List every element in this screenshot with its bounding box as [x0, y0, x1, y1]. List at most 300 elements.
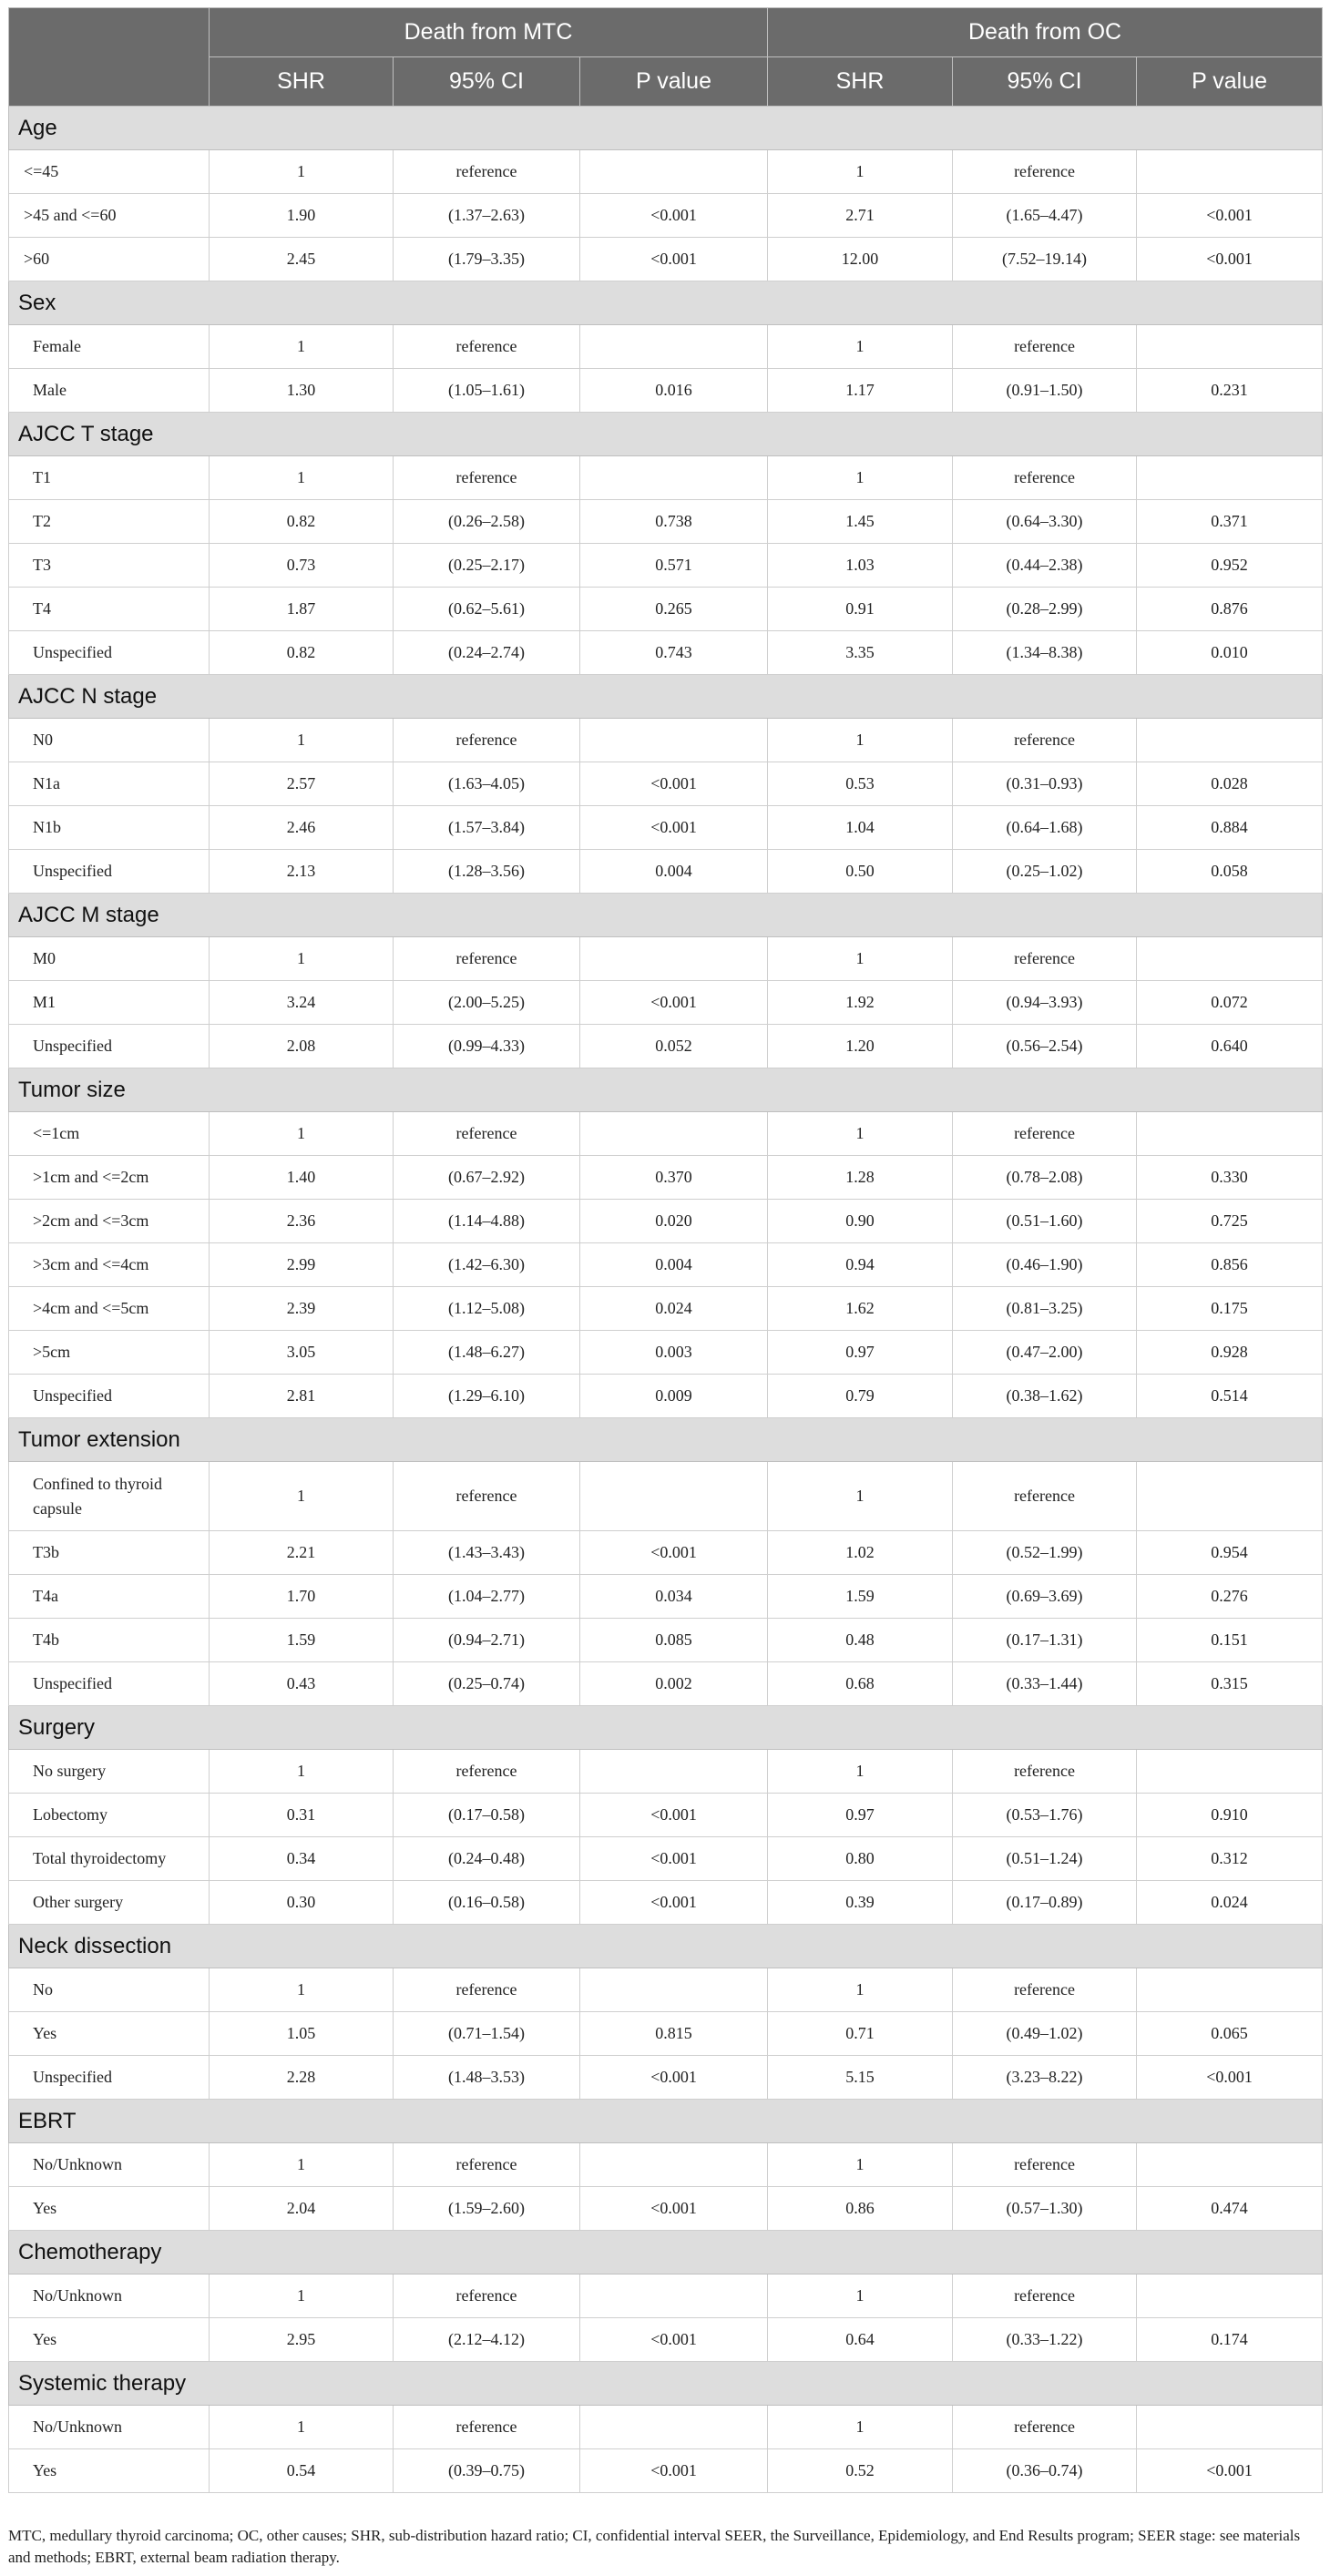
- cell-p-oc: 0.910: [1137, 1794, 1323, 1837]
- row-label: Male: [9, 369, 210, 413]
- table-row: [9, 850, 1323, 894]
- cell-ci-mtc: (0.99–4.33): [394, 1025, 580, 1068]
- cell-ci-mtc: (0.25–0.74): [394, 1662, 580, 1706]
- cell-ci-oc: reference: [953, 719, 1137, 762]
- cell-shr-oc: 1: [768, 1462, 953, 1531]
- cell-p-oc: [1137, 1968, 1323, 2012]
- table-row: [9, 369, 1323, 413]
- row-label: M1: [9, 981, 210, 1025]
- cell-p-oc: 0.174: [1137, 2318, 1323, 2362]
- cell-ci-oc: (0.33–1.22): [953, 2318, 1137, 2362]
- cell-ci-mtc: (1.48–6.27): [394, 1331, 580, 1375]
- cell-ci-mtc: reference: [394, 2143, 580, 2187]
- cell-shr-mtc: 2.81: [210, 1375, 394, 1418]
- cell-p-mtc: [580, 719, 768, 762]
- cell-p-oc: 0.884: [1137, 806, 1323, 850]
- table-row: [9, 1881, 1323, 1925]
- cell-p-mtc: 0.052: [580, 1025, 768, 1068]
- cell-ci-oc: (0.38–1.62): [953, 1375, 1137, 1418]
- row-label: Unspecified: [9, 631, 210, 675]
- cell-shr-oc: 12.00: [768, 238, 953, 281]
- cell-shr-oc: 5.15: [768, 2056, 953, 2100]
- cell-shr-mtc: 1: [210, 456, 394, 500]
- row-label: T3: [9, 544, 210, 588]
- section-header-row: [9, 281, 1323, 325]
- table-row: [9, 2274, 1323, 2318]
- cell-ci-oc: (0.57–1.30): [953, 2187, 1137, 2231]
- cell-shr-oc: 0.48: [768, 1619, 953, 1662]
- cell-ci-oc: (0.52–1.99): [953, 1531, 1137, 1575]
- cell-p-mtc: 0.003: [580, 1331, 768, 1375]
- cell-ci-oc: (0.94–3.93): [953, 981, 1137, 1025]
- cell-shr-oc: 1: [768, 1968, 953, 2012]
- row-label: >45 and <=60: [9, 194, 210, 238]
- cell-ci-oc: (0.31–0.93): [953, 762, 1137, 806]
- table-row: [9, 588, 1323, 631]
- cell-ci-mtc: (0.71–1.54): [394, 2012, 580, 2056]
- cell-p-mtc: [580, 456, 768, 500]
- table-row: [9, 194, 1323, 238]
- section-title: Neck dissection: [9, 1925, 1323, 1968]
- section-title: AJCC T stage: [9, 413, 1323, 456]
- table-row: [9, 1968, 1323, 2012]
- cell-ci-mtc: (1.28–3.56): [394, 850, 580, 894]
- cell-ci-mtc: reference: [394, 2406, 580, 2449]
- cell-shr-mtc: 1.05: [210, 2012, 394, 2056]
- cell-p-oc: 0.028: [1137, 762, 1323, 806]
- cell-shr-mtc: 1.40: [210, 1156, 394, 1200]
- cell-shr-mtc: 0.30: [210, 1881, 394, 1925]
- column-header-shr-oc: SHR: [768, 57, 953, 107]
- cell-ci-mtc: (0.26–2.58): [394, 500, 580, 544]
- shr-table: [8, 7, 1323, 2493]
- cell-p-oc: [1137, 1750, 1323, 1794]
- cell-ci-mtc: (1.59–2.60): [394, 2187, 580, 2231]
- table-row: [9, 1462, 1323, 1531]
- cell-ci-mtc: (0.67–2.92): [394, 1156, 580, 1200]
- cell-shr-mtc: 2.28: [210, 2056, 394, 2100]
- cell-shr-mtc: 2.08: [210, 1025, 394, 1068]
- cell-ci-oc: (0.33–1.44): [953, 1662, 1137, 1706]
- cell-shr-oc: 1: [768, 2143, 953, 2187]
- row-label: T3b: [9, 1531, 210, 1575]
- cell-shr-oc: 1.03: [768, 544, 953, 588]
- row-label: No: [9, 1968, 210, 2012]
- group-header-mtc: Death from MTC: [210, 8, 768, 57]
- cell-ci-oc: (0.47–2.00): [953, 1331, 1137, 1375]
- cell-ci-oc: (0.81–3.25): [953, 1287, 1137, 1331]
- section-title: EBRT: [9, 2100, 1323, 2143]
- column-header-p-oc: P value: [1137, 57, 1323, 107]
- section-title: AJCC N stage: [9, 675, 1323, 719]
- cell-shr-mtc: 1: [210, 1112, 394, 1156]
- cell-p-oc: 0.065: [1137, 2012, 1323, 2056]
- cell-ci-oc: reference: [953, 937, 1137, 981]
- row-label: T4: [9, 588, 210, 631]
- cell-p-mtc: 0.265: [580, 588, 768, 631]
- cell-p-mtc: 0.016: [580, 369, 768, 413]
- table-row: [9, 1331, 1323, 1375]
- cell-ci-oc: reference: [953, 1750, 1137, 1794]
- cell-shr-oc: 1: [768, 2274, 953, 2318]
- cell-ci-oc: (0.64–3.30): [953, 500, 1137, 544]
- cell-shr-mtc: 0.43: [210, 1662, 394, 1706]
- section-header-row: [9, 1706, 1323, 1750]
- cell-ci-mtc: (1.43–3.43): [394, 1531, 580, 1575]
- table-row: [9, 2012, 1323, 2056]
- cell-p-mtc: [580, 937, 768, 981]
- cell-ci-mtc: reference: [394, 1112, 580, 1156]
- row-label: Unspecified: [9, 1375, 210, 1418]
- cell-shr-oc: 0.52: [768, 2449, 953, 2493]
- cell-shr-oc: 1: [768, 719, 953, 762]
- table-row: [9, 937, 1323, 981]
- cell-ci-oc: (1.34–8.38): [953, 631, 1137, 675]
- cell-shr-mtc: 1.90: [210, 194, 394, 238]
- row-label: Unspecified: [9, 850, 210, 894]
- row-label: Yes: [9, 2318, 210, 2362]
- cell-p-oc: [1137, 1462, 1323, 1531]
- cell-ci-mtc: (1.57–3.84): [394, 806, 580, 850]
- cell-shr-oc: 3.35: [768, 631, 953, 675]
- table-row: [9, 1837, 1323, 1881]
- cell-shr-oc: 0.90: [768, 1200, 953, 1243]
- cell-p-mtc: 0.034: [580, 1575, 768, 1619]
- cell-p-mtc: <0.001: [580, 1794, 768, 1837]
- cell-shr-oc: 0.80: [768, 1837, 953, 1881]
- cell-p-oc: 0.231: [1137, 369, 1323, 413]
- cell-shr-oc: 1.59: [768, 1575, 953, 1619]
- cell-shr-oc: 0.79: [768, 1375, 953, 1418]
- section-title: Age: [9, 107, 1323, 150]
- cell-shr-mtc: 2.39: [210, 1287, 394, 1331]
- cell-p-oc: 0.474: [1137, 2187, 1323, 2231]
- row-label: M0: [9, 937, 210, 981]
- cell-p-mtc: <0.001: [580, 194, 768, 238]
- cell-p-mtc: 0.370: [580, 1156, 768, 1200]
- cell-shr-oc: 1.62: [768, 1287, 953, 1331]
- results-table-container: [8, 7, 1322, 2493]
- cell-p-mtc: [580, 2274, 768, 2318]
- cell-p-oc: <0.001: [1137, 194, 1323, 238]
- section-title: Sex: [9, 281, 1323, 325]
- cell-ci-mtc: reference: [394, 1968, 580, 2012]
- cell-ci-mtc: reference: [394, 2274, 580, 2318]
- cell-ci-mtc: (0.24–0.48): [394, 1837, 580, 1881]
- cell-shr-oc: 1: [768, 937, 953, 981]
- row-label: Unspecified: [9, 1025, 210, 1068]
- cell-shr-oc: 1: [768, 150, 953, 194]
- cell-ci-mtc: (1.37–2.63): [394, 194, 580, 238]
- cell-ci-oc: (0.44–2.38): [953, 544, 1137, 588]
- table-row: [9, 238, 1323, 281]
- row-label: >2cm and <=3cm: [9, 1200, 210, 1243]
- cell-ci-oc: (7.52–19.14): [953, 238, 1137, 281]
- row-label: <=45: [9, 150, 210, 194]
- cell-shr-mtc: 1.70: [210, 1575, 394, 1619]
- cell-p-oc: 0.330: [1137, 1156, 1323, 1200]
- cell-ci-oc: (0.17–1.31): [953, 1619, 1137, 1662]
- cell-shr-oc: 0.64: [768, 2318, 953, 2362]
- row-label: >60: [9, 238, 210, 281]
- cell-p-oc: 0.856: [1137, 1243, 1323, 1287]
- cell-p-mtc: [580, 1112, 768, 1156]
- cell-ci-oc: (0.17–0.89): [953, 1881, 1137, 1925]
- cell-shr-mtc: 0.82: [210, 500, 394, 544]
- cell-ci-oc: (0.28–2.99): [953, 588, 1137, 631]
- table-row: [9, 762, 1323, 806]
- row-label: N1b: [9, 806, 210, 850]
- table-row: [9, 719, 1323, 762]
- cell-p-mtc: <0.001: [580, 1881, 768, 1925]
- cell-p-oc: 0.876: [1137, 588, 1323, 631]
- column-header-shr-mtc: SHR: [210, 57, 394, 107]
- cell-p-oc: 0.175: [1137, 1287, 1323, 1331]
- cell-shr-mtc: 2.57: [210, 762, 394, 806]
- cell-shr-mtc: 1: [210, 1462, 394, 1531]
- table-row: [9, 2056, 1323, 2100]
- cell-ci-mtc: (0.16–0.58): [394, 1881, 580, 1925]
- cell-p-mtc: 0.009: [580, 1375, 768, 1418]
- cell-shr-oc: 1: [768, 1750, 953, 1794]
- cell-p-oc: [1137, 2274, 1323, 2318]
- cell-p-oc: [1137, 719, 1323, 762]
- section-header-row: [9, 107, 1323, 150]
- cell-shr-oc: 1.20: [768, 1025, 953, 1068]
- cell-shr-mtc: 1: [210, 150, 394, 194]
- table-row: [9, 1794, 1323, 1837]
- section-header-row: [9, 1418, 1323, 1462]
- row-label: T4a: [9, 1575, 210, 1619]
- table-row: [9, 1200, 1323, 1243]
- cell-p-oc: 0.072: [1137, 981, 1323, 1025]
- cell-ci-mtc: (0.24–2.74): [394, 631, 580, 675]
- table-row: [9, 1025, 1323, 1068]
- row-label: T1: [9, 456, 210, 500]
- cell-ci-mtc: reference: [394, 325, 580, 369]
- cell-ci-mtc: (0.39–0.75): [394, 2449, 580, 2493]
- column-header-p-mtc: P value: [580, 57, 768, 107]
- table-row: [9, 456, 1323, 500]
- cell-ci-oc: (0.36–0.74): [953, 2449, 1137, 2493]
- cell-p-mtc: <0.001: [580, 762, 768, 806]
- cell-p-mtc: 0.085: [580, 1619, 768, 1662]
- cell-ci-mtc: (0.25–2.17): [394, 544, 580, 588]
- cell-ci-oc: reference: [953, 150, 1137, 194]
- cell-shr-oc: 1: [768, 2406, 953, 2449]
- table-footnote: MTC, medullary thyroid carcinoma; OC, other causes; SHR, sub-distribution hazard ratio; CI, confidential interval SEER, the Surveillance, Epidemiology, and End Results program; SEER stage: see materials and methods; EBRT, external beam radiation therapy.: [8, 2527, 1301, 2566]
- section-header-row: [9, 675, 1323, 719]
- table-row: [9, 1287, 1323, 1331]
- cell-p-oc: <0.001: [1137, 2056, 1323, 2100]
- cell-ci-oc: (0.78–2.08): [953, 1156, 1137, 1200]
- cell-shr-oc: 0.91: [768, 588, 953, 631]
- cell-ci-mtc: reference: [394, 150, 580, 194]
- cell-ci-oc: reference: [953, 1968, 1137, 2012]
- cell-shr-mtc: 1: [210, 2143, 394, 2187]
- cell-ci-mtc: (1.12–5.08): [394, 1287, 580, 1331]
- cell-shr-mtc: 2.95: [210, 2318, 394, 2362]
- cell-ci-mtc: reference: [394, 719, 580, 762]
- cell-ci-oc: (1.65–4.47): [953, 194, 1137, 238]
- cell-shr-mtc: 1.87: [210, 588, 394, 631]
- table-row: [9, 1243, 1323, 1287]
- cell-p-mtc: [580, 1462, 768, 1531]
- row-label: Yes: [9, 2012, 210, 2056]
- cell-ci-oc: reference: [953, 2143, 1137, 2187]
- cell-shr-mtc: 0.82: [210, 631, 394, 675]
- cell-p-oc: [1137, 2143, 1323, 2187]
- row-label: >4cm and <=5cm: [9, 1287, 210, 1331]
- cell-p-mtc: <0.001: [580, 2318, 768, 2362]
- cell-shr-mtc: 0.31: [210, 1794, 394, 1837]
- cell-p-mtc: 0.571: [580, 544, 768, 588]
- cell-p-mtc: <0.001: [580, 2056, 768, 2100]
- cell-ci-mtc: (2.12–4.12): [394, 2318, 580, 2362]
- row-label: No/Unknown: [9, 2143, 210, 2187]
- table-row: [9, 981, 1323, 1025]
- row-label: Female: [9, 325, 210, 369]
- table-row: [9, 1750, 1323, 1794]
- row-label: Total thyroidectomy: [9, 1837, 210, 1881]
- table-row: [9, 1619, 1323, 1662]
- cell-shr-oc: 1.04: [768, 806, 953, 850]
- section-header-row: [9, 894, 1323, 937]
- cell-p-mtc: <0.001: [580, 806, 768, 850]
- cell-p-mtc: <0.001: [580, 2187, 768, 2231]
- cell-p-mtc: [580, 325, 768, 369]
- cell-p-mtc: [580, 2143, 768, 2187]
- cell-ci-mtc: reference: [394, 456, 580, 500]
- cell-shr-mtc: 1: [210, 1968, 394, 2012]
- table-row: [9, 806, 1323, 850]
- cell-p-oc: [1137, 150, 1323, 194]
- cell-ci-mtc: (1.14–4.88): [394, 1200, 580, 1243]
- cell-ci-mtc: (1.79–3.35): [394, 238, 580, 281]
- cell-ci-oc: reference: [953, 456, 1137, 500]
- cell-shr-mtc: 1.30: [210, 369, 394, 413]
- cell-p-oc: 0.640: [1137, 1025, 1323, 1068]
- cell-ci-mtc: (1.48–3.53): [394, 2056, 580, 2100]
- cell-p-oc: 0.010: [1137, 631, 1323, 675]
- row-label: >5cm: [9, 1331, 210, 1375]
- cell-shr-oc: 1.02: [768, 1531, 953, 1575]
- cell-shr-oc: 0.71: [768, 2012, 953, 2056]
- row-label: <=1cm: [9, 1112, 210, 1156]
- cell-p-mtc: 0.004: [580, 1243, 768, 1287]
- row-label: >1cm and <=2cm: [9, 1156, 210, 1200]
- cell-p-oc: [1137, 325, 1323, 369]
- row-label: Yes: [9, 2187, 210, 2231]
- table-row: [9, 1375, 1323, 1418]
- cell-shr-mtc: 2.45: [210, 238, 394, 281]
- cell-shr-mtc: 0.34: [210, 1837, 394, 1881]
- cell-ci-mtc: (1.05–1.61): [394, 369, 580, 413]
- row-label: No surgery: [9, 1750, 210, 1794]
- table-row: [9, 1575, 1323, 1619]
- cell-ci-oc: reference: [953, 2406, 1137, 2449]
- cell-ci-oc: reference: [953, 2274, 1137, 2318]
- row-label: No/Unknown: [9, 2274, 210, 2318]
- cell-p-mtc: <0.001: [580, 1531, 768, 1575]
- cell-ci-oc: (0.46–1.90): [953, 1243, 1137, 1287]
- cell-p-oc: [1137, 937, 1323, 981]
- group-header-row: [9, 8, 1323, 57]
- cell-p-mtc: <0.001: [580, 238, 768, 281]
- cell-p-oc: 0.514: [1137, 1375, 1323, 1418]
- row-label: Other surgery: [9, 1881, 210, 1925]
- cell-p-mtc: [580, 1750, 768, 1794]
- cell-ci-oc: (0.64–1.68): [953, 806, 1137, 850]
- cell-shr-mtc: 2.36: [210, 1200, 394, 1243]
- cell-p-mtc: 0.004: [580, 850, 768, 894]
- cell-p-mtc: 0.024: [580, 1287, 768, 1331]
- cell-shr-mtc: 1: [210, 2406, 394, 2449]
- cell-ci-oc: (0.51–1.60): [953, 1200, 1137, 1243]
- cell-ci-mtc: reference: [394, 1750, 580, 1794]
- table-row: [9, 150, 1323, 194]
- cell-shr-mtc: 3.24: [210, 981, 394, 1025]
- column-header-ci-oc: 95% CI: [953, 57, 1137, 107]
- cell-ci-oc: (0.49–1.02): [953, 2012, 1137, 2056]
- cell-ci-mtc: (0.94–2.71): [394, 1619, 580, 1662]
- cell-p-mtc: 0.743: [580, 631, 768, 675]
- row-label: T4b: [9, 1619, 210, 1662]
- cell-shr-oc: 1: [768, 456, 953, 500]
- cell-shr-mtc: 1: [210, 325, 394, 369]
- section-title: Tumor size: [9, 1068, 1323, 1112]
- section-header-row: [9, 1925, 1323, 1968]
- cell-p-oc: 0.058: [1137, 850, 1323, 894]
- cell-p-mtc: <0.001: [580, 2449, 768, 2493]
- cell-shr-mtc: 2.21: [210, 1531, 394, 1575]
- cell-shr-mtc: 2.04: [210, 2187, 394, 2231]
- cell-shr-oc: 0.53: [768, 762, 953, 806]
- cell-shr-oc: 0.68: [768, 1662, 953, 1706]
- cell-ci-oc: reference: [953, 325, 1137, 369]
- cell-p-mtc: <0.001: [580, 981, 768, 1025]
- row-label: T2: [9, 500, 210, 544]
- cell-ci-mtc: (1.42–6.30): [394, 1243, 580, 1287]
- section-header-row: [9, 2231, 1323, 2274]
- cell-p-mtc: [580, 1968, 768, 2012]
- row-label: No/Unknown: [9, 2406, 210, 2449]
- cell-ci-mtc: (1.04–2.77): [394, 1575, 580, 1619]
- cell-shr-oc: 1: [768, 325, 953, 369]
- table-row: [9, 1531, 1323, 1575]
- table-row: [9, 2143, 1323, 2187]
- cell-shr-oc: 1.45: [768, 500, 953, 544]
- cell-ci-oc: reference: [953, 1112, 1137, 1156]
- cell-p-mtc: 0.738: [580, 500, 768, 544]
- column-header-ci-mtc: 95% CI: [394, 57, 580, 107]
- cell-ci-mtc: reference: [394, 1462, 580, 1531]
- cell-p-oc: <0.001: [1137, 238, 1323, 281]
- cell-p-mtc: 0.002: [580, 1662, 768, 1706]
- cell-p-oc: 0.928: [1137, 1331, 1323, 1375]
- cell-ci-oc: (0.91–1.50): [953, 369, 1137, 413]
- cell-ci-oc: (0.53–1.76): [953, 1794, 1137, 1837]
- cell-p-oc: 0.954: [1137, 1531, 1323, 1575]
- section-header-row: [9, 413, 1323, 456]
- section-title: Chemotherapy: [9, 2231, 1323, 2274]
- cell-shr-mtc: 2.46: [210, 806, 394, 850]
- cell-p-oc: 0.151: [1137, 1619, 1323, 1662]
- cell-shr-mtc: 1: [210, 1750, 394, 1794]
- cell-shr-mtc: 3.05: [210, 1331, 394, 1375]
- cell-p-oc: <0.001: [1137, 2449, 1323, 2493]
- cell-shr-oc: 2.71: [768, 194, 953, 238]
